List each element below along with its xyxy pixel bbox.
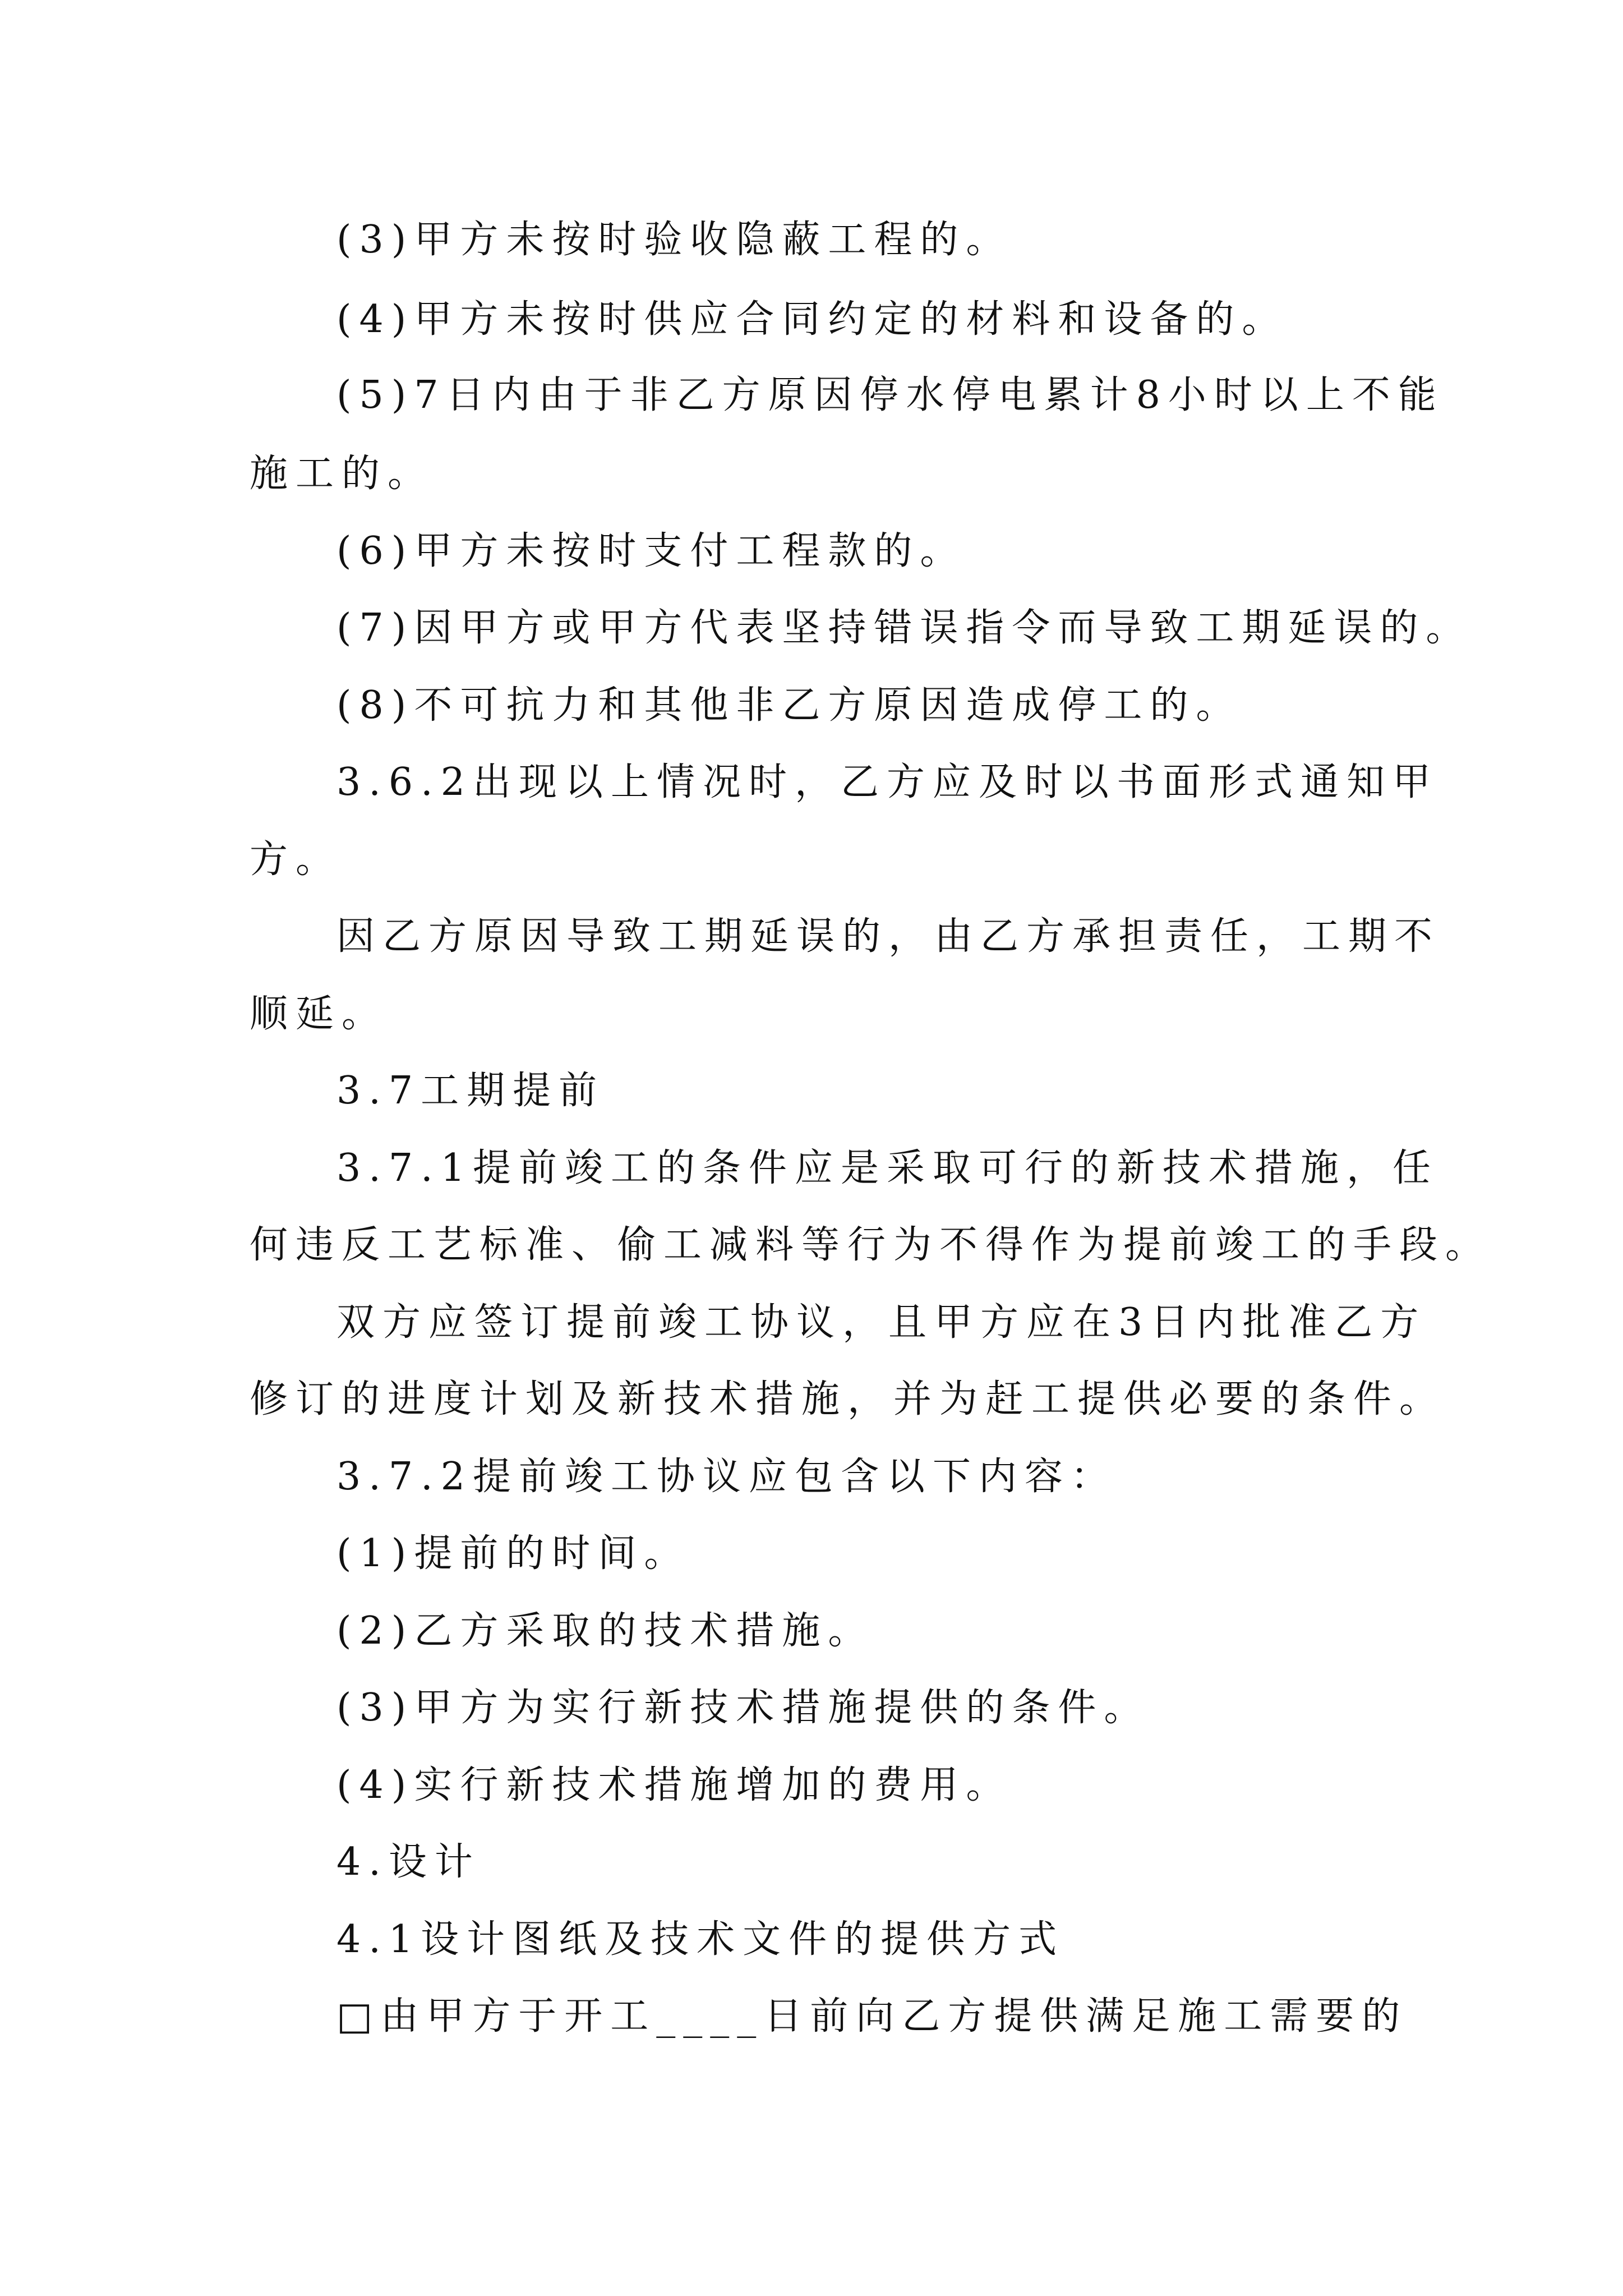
text-line: 3.7.2提前竣工协议应包含以下内容： <box>336 1455 1117 1499</box>
text-line: □由甲方于开工____日前向乙方提供满足施工需要的 <box>336 1994 1408 2039</box>
text-line: (7)因甲方或甲方代表坚持错误指令而导致工期延误的。 <box>336 606 1472 650</box>
text-line: (3)甲方未按时验收隐蔽工程的。 <box>336 218 1012 262</box>
text-line: (5)7日内由于非乙方原因停水停电累计8小时以上不能 <box>336 373 1444 417</box>
text-line: 修订的进度计划及新技术措施，并为赶工提供必要的条件。 <box>250 1377 1446 1421</box>
text-line: 因乙方原因导致工期延误的，由乙方承担责任，工期不 <box>336 914 1441 959</box>
section-heading: 4.1设计图纸及技术文件的提供方式 <box>336 1917 1065 1962</box>
text-line: 方。 <box>250 838 342 882</box>
text-line: (4)甲方未按时供应合同约定的材料和设备的。 <box>336 297 1288 342</box>
text-line: 3.6.2出现以上情况时，乙方应及时以书面形式通知甲 <box>336 760 1439 804</box>
text-line: 顺延。 <box>250 992 388 1036</box>
text-line: (8)不可抗力和其他非乙方原因造成停工的。 <box>336 683 1242 728</box>
section-heading: 3.7工期提前 <box>336 1069 605 1113</box>
text-line: (1)提前的时间。 <box>336 1531 690 1576</box>
text-line: (3)甲方为实行新技术措施提供的条件。 <box>336 1686 1150 1730</box>
text-line: 施工的。 <box>250 452 434 496</box>
text-line: (6)甲方未按时支付工程款的。 <box>336 529 966 573</box>
text-line: 何违反工艺标准、偷工减料等行为不得作为提前竣工的手段。 <box>250 1223 1492 1267</box>
section-heading: 4.设计 <box>336 1840 481 1884</box>
text-line: (2)乙方采取的技术措施。 <box>336 1609 874 1653</box>
text-line: (4)实行新技术措施增加的费用。 <box>336 1763 1012 1807</box>
text-line: 3.7.1提前竣工的条件应是采取可行的新技术措施，任 <box>336 1146 1439 1190</box>
text-line: 双方应签订提前竣工协议，且甲方应在3日内批准乙方 <box>336 1300 1427 1345</box>
